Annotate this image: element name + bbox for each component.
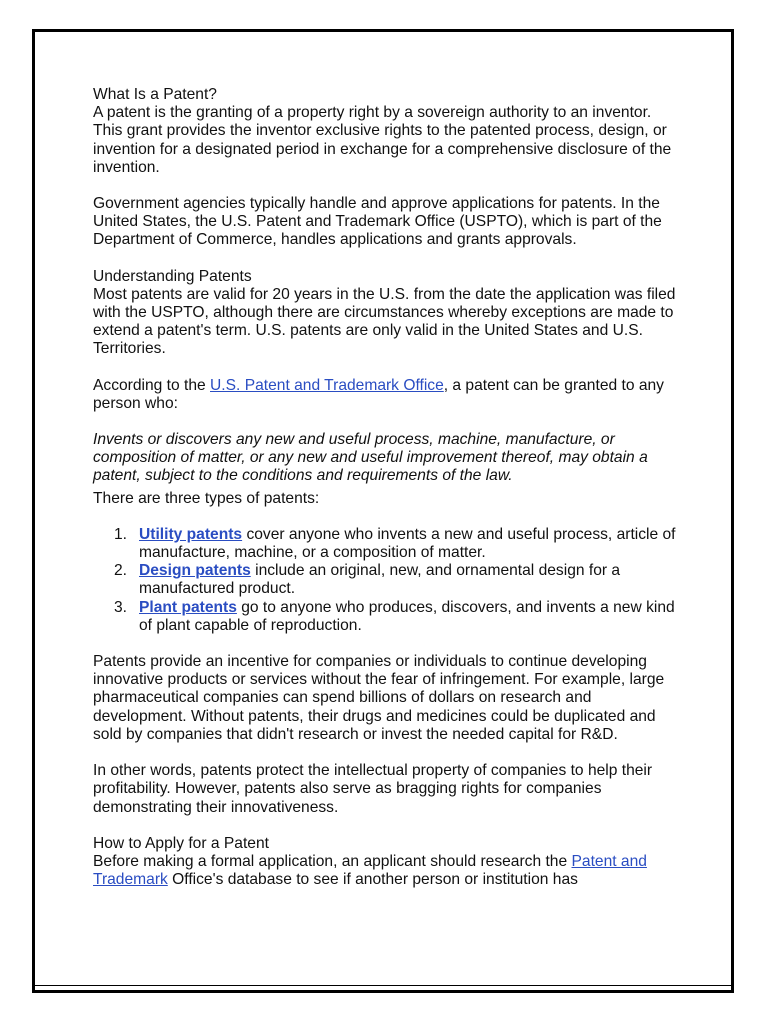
list-item [93, 562, 683, 598]
list-number: 2. [114, 562, 128, 580]
paragraph-according-to-text-after: , a patent can be granted to any person who: [93, 376, 664, 412]
paragraph-definition: A patent is the granting of a property right by a sovereign authority to an inventor. This grant provides the inventor exclusive rights to the patented process, design, or invention for a designated period in exchange for a comprehensive disclosure of the invention. [93, 104, 672, 176]
list-item [93, 526, 683, 562]
paragraph-according-to-text-before: According to the [93, 376, 211, 394]
paragraph-before-applying-text-before: Before making a formal application, an applicant should research the [93, 852, 572, 870]
patent-types-list [93, 526, 683, 635]
uspto-link[interactable]: U.S. Patent and Trademark Office [210, 376, 444, 394]
design-patents-link[interactable]: Design patents [139, 562, 251, 580]
list-item-text: cover anyone who invents a new and useful process, article of manufacture, machine, or a composition of matter. [139, 525, 676, 562]
utility-patents-link[interactable]: Utility patents [139, 525, 243, 543]
plant-patents-link[interactable]: Plant patents [139, 598, 237, 616]
list-number: 1. [114, 525, 128, 543]
paragraph-validity: Most patents are valid for 20 years in the U.S. from the date the application was filed with the USPTO, although there are circumstances whereby exceptions are made to extend a patent's term. U.S. patents are only valid in the United States and U.S. Territories. [93, 285, 676, 358]
paragraph-incentive: Patents provide an incentive for companies or individuals to continue developing innovative products or services without the fear of infringement. For example, large pharmaceutical companies can spend billions of dollars on research and development. Without patents, their drugs and medicines could be duplicated and sold by companies that didn't research or invest the needed capital for R&D. [93, 653, 665, 743]
list-item [93, 599, 683, 635]
paragraph-according-to [93, 377, 683, 413]
types-intro: There are three types of patents: [93, 489, 320, 507]
heading-how-to-apply: How to Apply for a Patent [93, 834, 269, 852]
quote-patent-law: Invents or discovers any new and useful process, machine, manufacture, or composition of matter, or any new and useful improvement thereof, may obtain a patent, subject to the conditions and requirements of the law. [93, 431, 648, 485]
paragraph-in-other-words: In other words, patents protect the intellectual property of companies to help their profitability. However, patents also serve as bragging rights for companies demonstrating their innovativeness. [93, 762, 653, 816]
list-item-text: include an original, new, and ornamental design for a manufactured product. [139, 562, 621, 598]
list-item-text: go to anyone who produces, discovers, and invents a new kind of plant capable of reproduction. [139, 598, 675, 634]
paragraph-before-applying-text-after: Office's database to see if another person or institution has [167, 871, 578, 889]
heading-what-is-patent: What Is a Patent? [93, 86, 217, 103]
document-body [93, 86, 683, 889]
heading-understanding-patents: Understanding Patents [93, 267, 252, 285]
paragraph-before-applying [93, 853, 683, 889]
paragraph-government-agencies: Government agencies typically handle and approve applications for patents. In the United States, the U.S. Patent and Trademark Office (USPTO), which is part of the Department of Commerce, handles applications and grants approvals. [93, 195, 662, 249]
patent-trademark-link[interactable]: Patent and Trademark [93, 852, 647, 889]
list-number: 3. [114, 598, 128, 616]
